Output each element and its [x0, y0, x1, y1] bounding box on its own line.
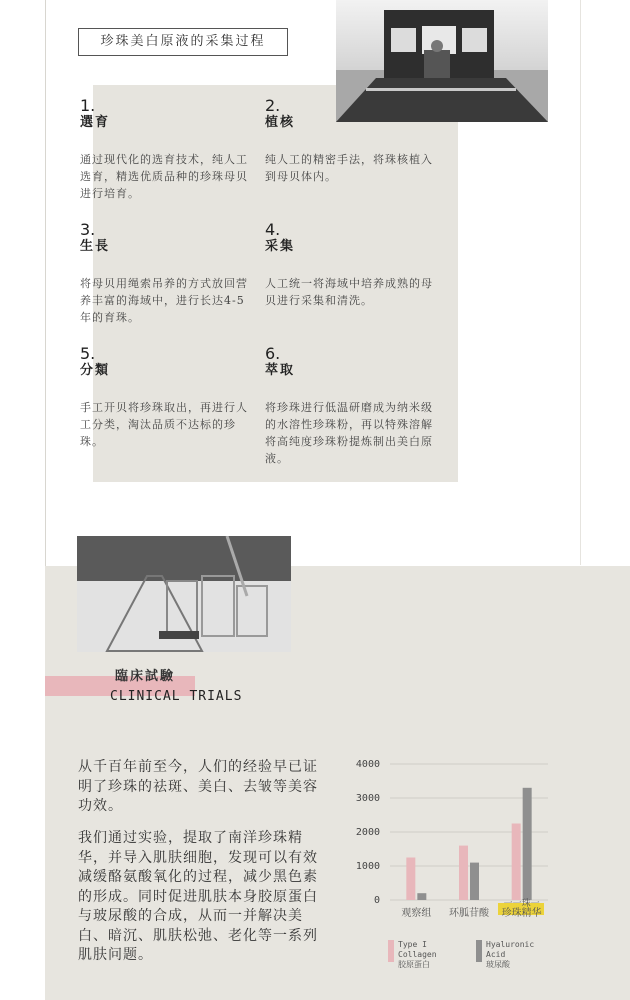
bar-0-2	[512, 824, 521, 901]
y-tick-label: 0	[373, 895, 380, 906]
legend-sub-hyaluronic: 玻尿酸	[486, 960, 510, 969]
y-tick-label: 2000	[355, 827, 380, 838]
step-description: 将珍珠进行低温研磨成为纳米级的水溶性珍珠粉，再以特殊溶解将高纯度珍珠粉提炼制出美白原液。	[265, 401, 433, 465]
step-number: 1.	[80, 96, 96, 115]
legend-swatch-hyaluronic	[476, 940, 482, 962]
legend-label-collagen: Type I Collagen	[398, 940, 437, 959]
page-edge-right	[580, 0, 581, 565]
step-number: 4.	[265, 220, 281, 239]
step-2	[265, 97, 440, 185]
step-description: 手工开贝将珍珠取出，再进行人工分类，淘汰品质不达标的珍珠。	[80, 401, 248, 448]
step-number: 2.	[265, 96, 281, 115]
step-number: 3.	[80, 220, 96, 239]
bar-1-2	[523, 788, 532, 900]
trials-heading-en: CLINICAL TRIALS	[110, 689, 243, 704]
step-number: 5.	[80, 344, 96, 363]
y-tick-label: 3000	[355, 793, 380, 804]
step-description: 人工统一将海域中培养成熟的母贝进行采集和清洗。	[265, 277, 433, 307]
step-title: 選育	[80, 115, 111, 130]
step-1	[80, 97, 255, 202]
legend-label-hyaluronic: Hyaluronic Acid	[486, 940, 535, 959]
step-4	[265, 221, 440, 309]
bar-1-0	[417, 893, 426, 900]
x-tick-overlay-label: 一一珠一	[503, 899, 540, 909]
lab-glassware-photo	[77, 536, 291, 652]
step-3	[80, 221, 255, 326]
trials-heading-cn: 臨床試驗	[115, 669, 176, 684]
step-title: 采集	[265, 239, 296, 254]
legend-hyaluronic	[476, 940, 542, 970]
step-title: 生長	[80, 239, 111, 254]
bar-0-1	[459, 846, 468, 900]
bar-1-1	[470, 863, 479, 900]
legend-collagen	[388, 940, 446, 970]
step-5	[80, 345, 255, 450]
x-tick-label: 环胍苷酸	[449, 908, 489, 919]
step-description: 通过现代化的选育技术，纯人工选育，精选优质品种的珍珠母贝进行培育。	[80, 153, 248, 200]
step-description: 将母贝用绳索吊养的方式放回营养丰富的海域中，进行长达4-5年的育珠。	[80, 277, 248, 324]
section-title: 珍珠美白原液的采集过程	[78, 28, 288, 56]
step-6	[265, 345, 440, 467]
legend-sub-collagen: 胶原蛋白	[398, 960, 430, 969]
step-title: 植核	[265, 115, 296, 130]
trials-paragraph-1: 从千百年前至今，人们的经验早已证明了珍珠的祛斑、美白、去皱等美容功效。	[78, 759, 318, 814]
legend-swatch-collagen	[388, 940, 394, 962]
step-description: 纯人工的精密手法，将珠核植入到母贝体内。	[265, 153, 433, 183]
y-tick-label: 4000	[355, 759, 380, 770]
step-number: 6.	[265, 344, 281, 363]
step-title: 萃取	[265, 363, 296, 378]
x-tick-label: 珍珠精华	[501, 908, 542, 919]
trials-paragraph-2: 我们通过实验，提取了南洋珍珠精华，并导入肌肤细胞，发现可以有效减缓酪氨酸氧化的过程，减少黑色素的形成。同时促进肌肤本身胶原蛋白与玻尿酸的合成，从而一并解决美白、暗沉、肌肤松弛、老化等一系列肌肤问题。	[78, 830, 318, 963]
y-tick-label: 1000	[355, 861, 380, 872]
bar-0-0	[406, 858, 415, 901]
x-tick-label: 观察组	[401, 908, 432, 919]
step-title: 分類	[80, 363, 111, 378]
